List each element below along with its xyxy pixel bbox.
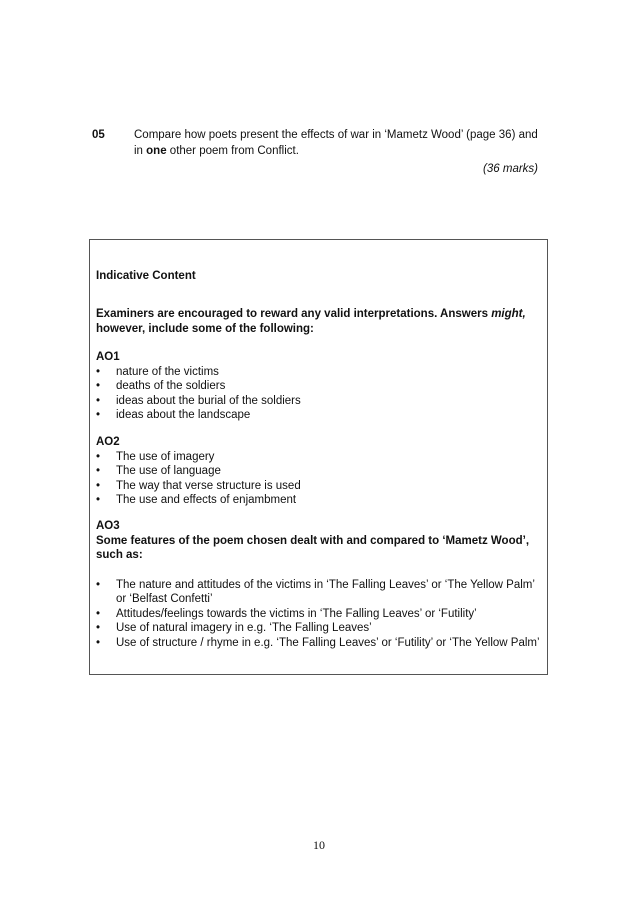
list-item: • The way that verse structure is used	[96, 479, 541, 494]
ao3-heading: AO3	[96, 520, 120, 532]
indicative-content-box	[89, 239, 548, 675]
list-item: • ideas about the burial of the soldiers	[96, 394, 541, 409]
list-item: • ideas about the landscape	[96, 408, 541, 423]
ao1-list	[96, 365, 541, 423]
list-item: • Attitudes/feelings towards the victims in ‘The Falling Leaves’ or ‘Futility’	[96, 607, 541, 622]
list-item: • deaths of the soldiers	[96, 379, 541, 394]
ao2-heading: AO2	[96, 436, 120, 448]
ao1-heading: AO1	[96, 351, 120, 363]
question-text: Compare how poets present the effects of war in ‘Mametz Wood’ (page 36) and in one other poem from Conflict.	[134, 129, 538, 157]
ao2-list	[96, 450, 541, 508]
question-number: 05	[92, 129, 105, 141]
list-item: • The nature and attitudes of the victims in ‘The Falling Leaves’ or ‘The Yellow Palm’ or ‘Belfast Confetti’	[96, 578, 541, 607]
list-item: • Use of structure / rhyme in e.g. ‘The Falling Leaves’ or ‘Futility’ or ‘The Yellow Palm’	[96, 636, 541, 651]
list-item: • The use of language	[96, 464, 541, 479]
ao3-subheading: Some features of the poem chosen dealt with and compared to ‘Mametz Wood’, such as:	[96, 534, 530, 561]
ao1-section	[96, 350, 541, 423]
list-item: • The use and effects of enjambment	[96, 493, 541, 508]
ao2-section	[96, 435, 541, 508]
list-item: • Use of natural imagery in e.g. ‘The Falling Leaves’	[96, 621, 541, 636]
indicative-content-title: Indicative Content	[96, 270, 196, 282]
question-marks: (36 marks)	[483, 163, 538, 175]
indicative-intro: Examiners are encouraged to reward any valid interpretations. Answers might, however, include some of the following:	[96, 308, 526, 335]
ao3-list	[96, 578, 541, 651]
question-emphasis: one	[146, 145, 167, 157]
list-item: • nature of the victims	[96, 365, 541, 380]
page-number: 10	[313, 838, 325, 852]
list-item: • The use of imagery	[96, 450, 541, 465]
ao3-section	[96, 519, 541, 650]
